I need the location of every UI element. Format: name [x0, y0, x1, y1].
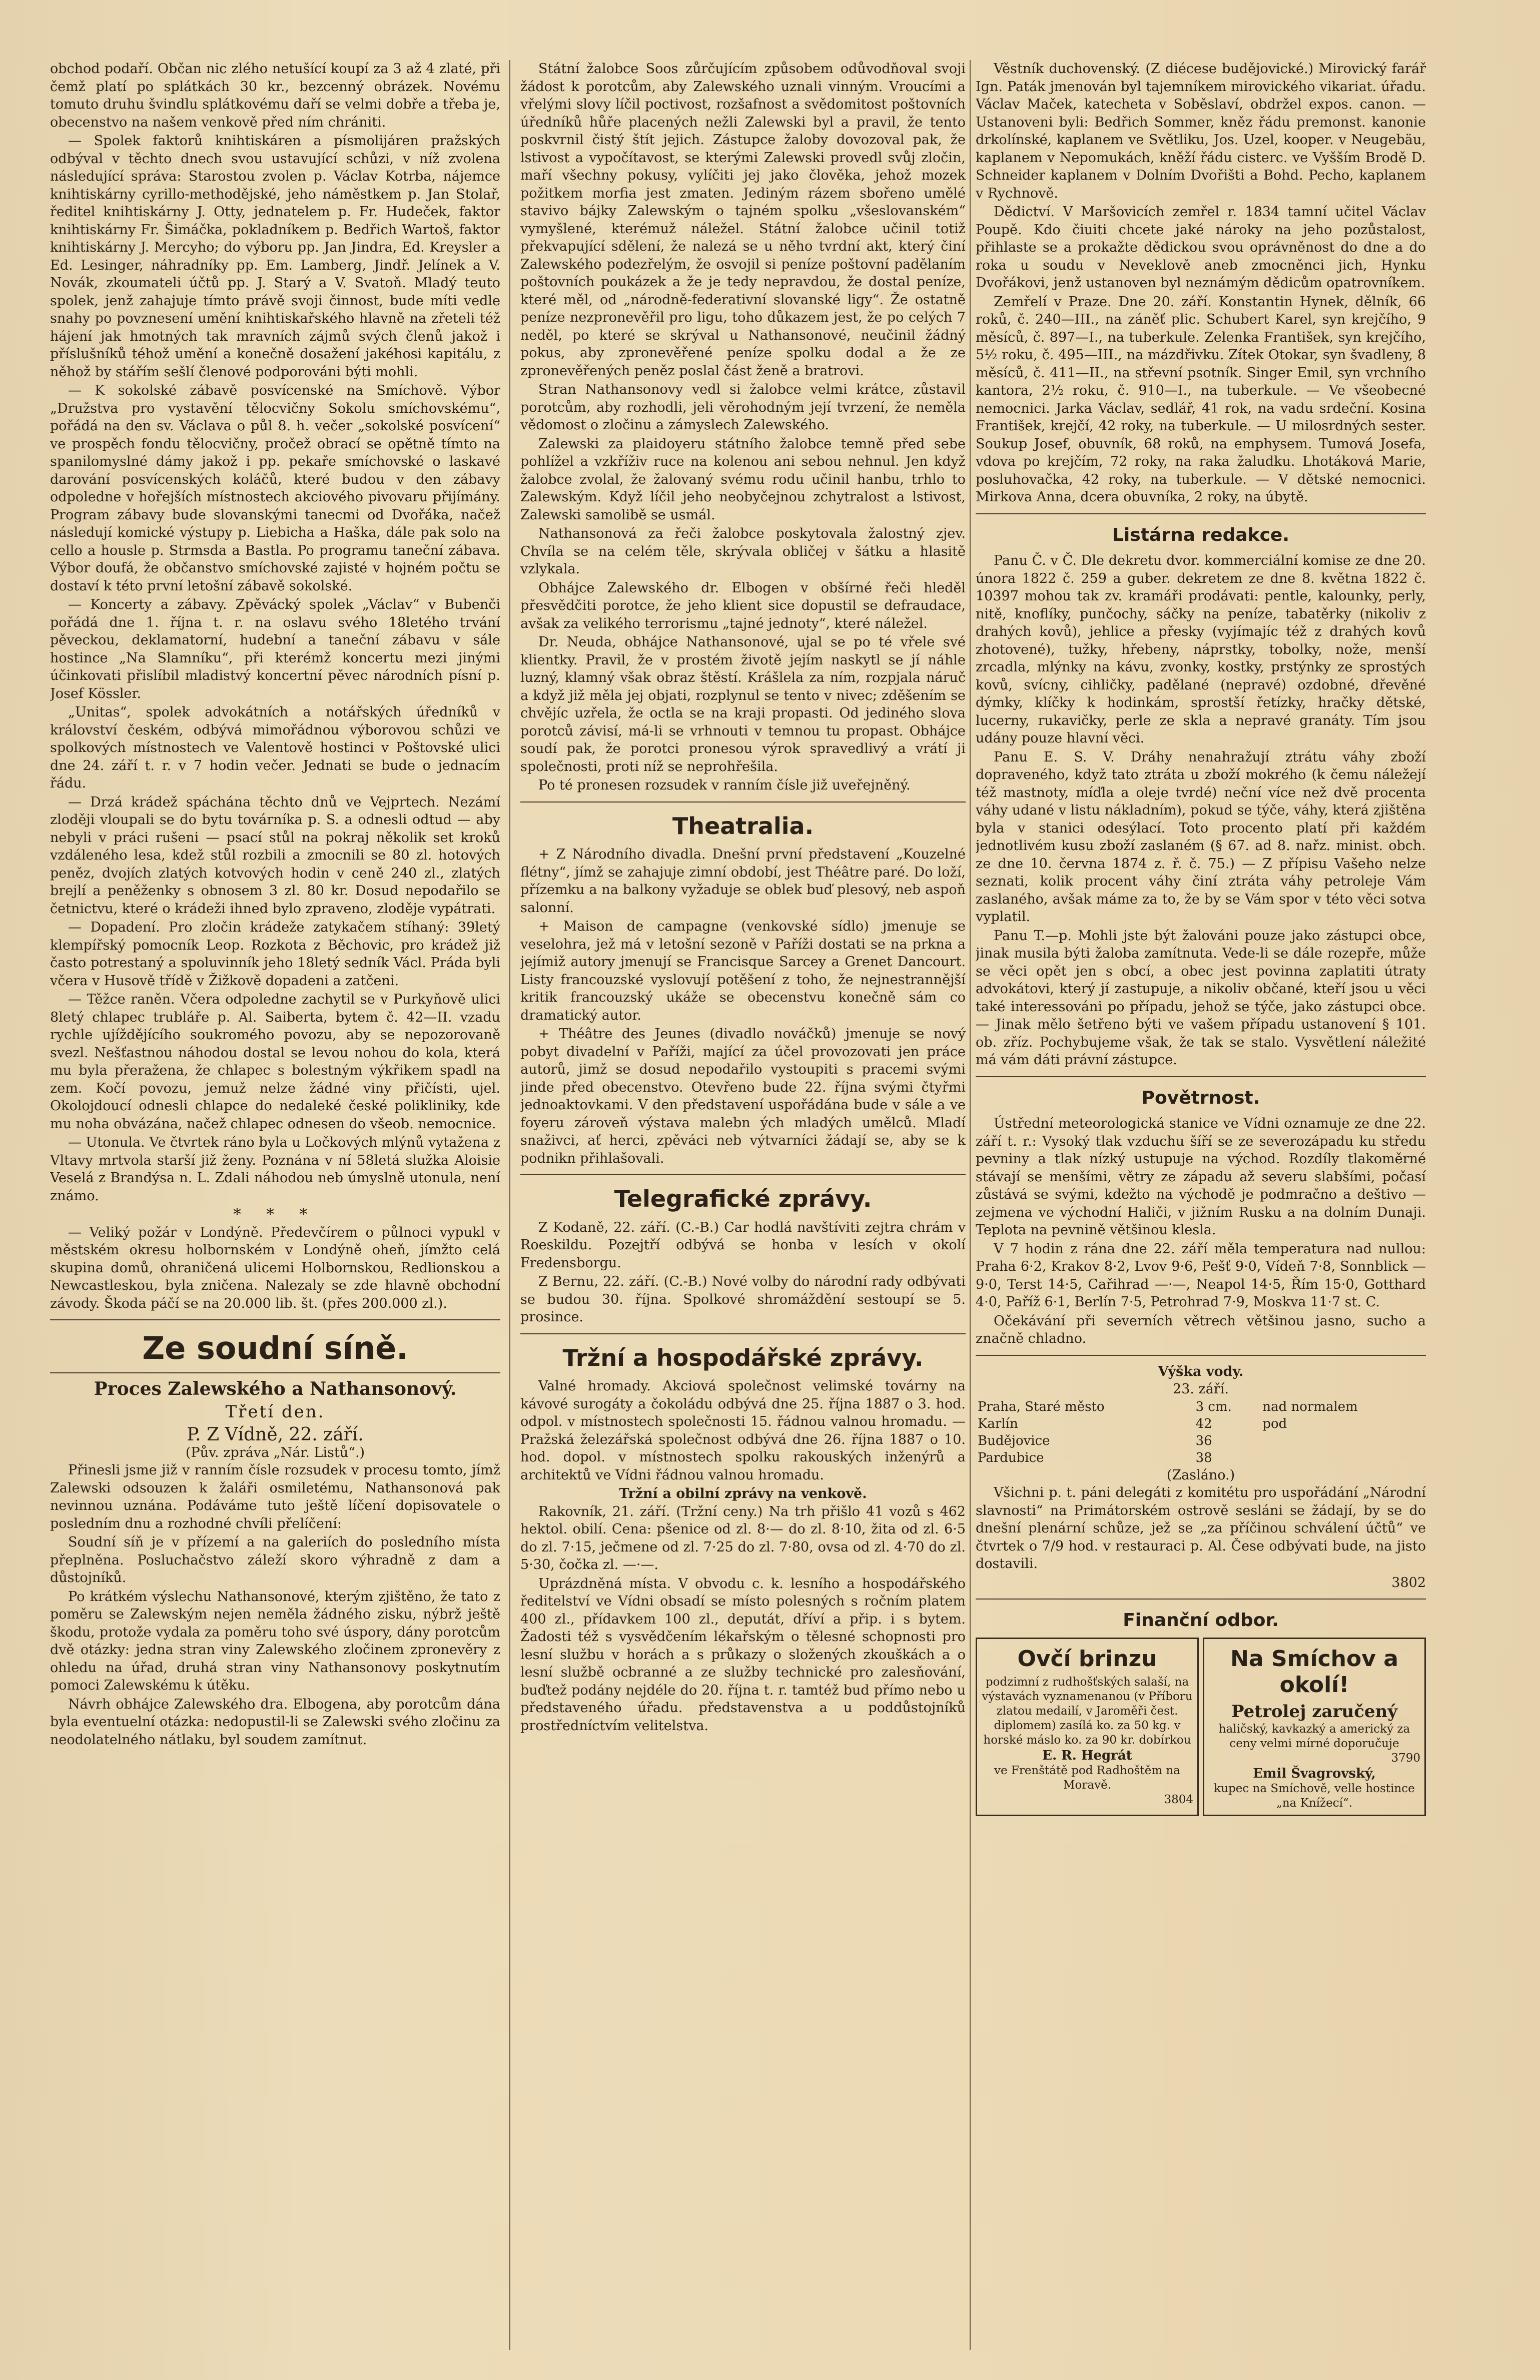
article-text: Přinesli jsme již v ranním čísle rozsudek v procesu tomto, jímž Zalewski odsouzen k žaláři osmiletému, Nathansonová pak nevinnou uznána. Podáváme tuto ještě líčení dopisovatele o posledním dnu a rozhodné chvíli přelíčení:	[50, 1462, 500, 1531]
table-cell: Praha, Staré město	[978, 1399, 1105, 1414]
article-text: Soudní síň je v přízemí a na galeriích do posledního místa přeplněna. Posluchačstvo záleží skoro výhradně z dam a důstojníků.	[50, 1534, 500, 1586]
article-text: Po té pronesen rozsudek v ranním čísle již uveřejněný.	[538, 777, 911, 793]
article-text: Panu Č. v Č. Dle dekretu dvor. kommerciální komise ze dne 20. února 1822 č. 259 a guber. dekretem ze dne 8. května 1822 č. 10397 mohou tak zv. kramáři prodávati: pentle, kalounky, perly, nitě, knoflíky, punčochy, sáčky na peníze, tabatěrky (nikoliv z drahých kovů), jehlice a přesky (vyjímajíc též z drahých kovů zhotovené), tužky, hřebeny, náprstky, tobolky, nože, menší zrcadla, mlýnky na kávu, zvonky, kostky, prstýnky ze sprostých kovů, svícny, cihličky, padělané (nepravé) ozdobné, dřevěné dýmky, klíčky k hodinkám, sprostší řetízky, hračky dětské, lucerny, rukavičky, perle ze skla a nepravé granáty. Tím jsou udány pouze hlavní věci.	[976, 553, 1426, 746]
article-text: Obhájce Zalewského dr. Elbogen v obšírné řeči hleděl přesvědčiti porotce, že jeho klient sice dopustil se defraudace, avšak za velikého terrorismu „tajné jednoty“, které náležel.	[520, 580, 966, 631]
divider	[976, 1355, 1426, 1356]
article-text: „Unitas“, spolek advokátních a notářských úředníků v království českém, odbývá mimořádnou výborovou schůzi ve spolkových místnostech ve Valentově hostinci v Poštovské ulici dne 24. září t. r. v 7 hodin večer. Jednati se bude o jednacím řádu.	[50, 704, 500, 791]
article-text: + Maison de campagne (venkovské sídlo) jmenuje se veselohra, jež má v letošní sezoně v Paříži dostati se na prkna a jejímiž autory jmenují se Francisque Sarcey a Grenet Dancourt. Listy francouzské vyslovují potěšení z toho, že nejnestrannější kritik francouzský ukáže se obecenstvu konečně sám co dramatický autor.	[520, 919, 966, 1023]
article-text: Zalewski za plaidoyeru státního žalobce temně před sebe pohlížel a vzkříživ ruce na kolenou ani sebou nehnul. Jen když žalobce zvolal, že žalovaný svému rodu učinil hanbu, trhlo to Zalewským. Když líčil jeho neobyčejnou zchytralost a lstivost, Zalewski samolibě se usmál.	[520, 436, 966, 523]
divider	[520, 1333, 966, 1334]
article-text: V 7 hodin z rána dne 22. září měla temperatura nad nullou: Praha 6·2, Krakov 8·2, Lvov 9·6, Pešť 9·0, Vídeň 7·8, Sonnblick —9·0, Terst 14·5, Cařihrad —·—, Neapol 14·5, Řím 15·0, Gotthard 4·0, Paříž 6·1, Berlín 7·5, Petrohrad 7·9, Moskva 11·7 st. C.	[976, 1241, 1426, 1310]
ads-row	[976, 1638, 1426, 1816]
ad-subtitle: Petrolej zaručený	[1231, 1701, 1398, 1722]
section-separator: * * *	[233, 1205, 318, 1224]
article-text: Dědictví. V Maršovicích zemřel r. 1834 tamní učitel Václav Poupě. Kdo čiuiti chcete jaké nároky na jeho pozůstalost, přihlaste se a prokažte dědickou svou oprávněnost do dne a do roka u soudu v Neveklově aneb zmocněnci jich, Hynku Dvořákovi, jenž ustanoven byl neznámým dědicům opatrovníkem.	[976, 204, 1426, 291]
article-text: — K sokolské zábavě posvícenské na Smíchově. Výbor „Družstva pro vystavění tělocvičny Sokolu smíchovskému“, pořádá na den sv. Václava o půl 8. h. večer „sokolské posvícení“ ve prospěch fondu tělocvičny, pročež obrací se opětně tímto na spanilomyslné dámy jakož i pp. pekaře smíchovské o laskavé darování posvícenských koláčů, které budou v den zábavy odpoledne v hořejších místnostech akciového pivovaru přijímány. Program zábavy bude slovanskými tanecmi od Dvořáka, načež následují komické výstupy p. Liebicha a Haška, dále pak solo na cello a housle p. Strmsda a Bastla. Po programu taneční zábava. Výbor doufá, že občanstvo smíchovské zajisté v hojném počtu se dostaví k této první letošní zábavě sokolské.	[50, 383, 500, 594]
article-text: Očekávání při severních větrech většinou jasno, sucho a značně chladno.	[976, 1313, 1426, 1347]
divider	[50, 1372, 500, 1373]
article-subtitle: Třetí den.	[225, 1401, 325, 1422]
article-text: Ústřední meteorologická stanice ve Vídni oznamuje ze dne 22. září t. r.: Vysoký tlak vzduchu šíří se ze severozápadu ku středu pevniny a tlak nízký ustupuje na východ. Rozdíly tlakoměrné stávají se menšími, větry ze západu až severu slabšími, počasí zůstává se svými, kdežto na východě je podmračno a deštivo — zejmena ve východní Haliči, v jižním Rusku a na dolním Dunaji. Teplota na pevnině většinou klesla.	[976, 1116, 1426, 1238]
article-text: — Koncerty a zábavy. Zpěvácký spolek „Václav“ v Bubenči pořádá dne 1. října t. r. na oslavu svého 18letého trvání pěveckou, deklamatorní, hudební a taneční zábavu v sále hostince „Na Slamníku“, při kterémž koncertu mezi jinými účinkovati přislíbil mladistvý koncertní pěvec národních písní p. Josef Kössler.	[50, 597, 500, 701]
advertisement-petrolej	[1203, 1638, 1426, 1816]
column-3	[976, 60, 1426, 2360]
article-text: Dr. Neuda, obhájce Nathansonové, ujal se po té vřele své klientky. Pravil, že v prostém životě jejím naskytl se jí náhle luzný, klamný však obraz štěstí. Krášlela za ním, rozpjala náruč a když již měla jej objati, rozplynul se tento v nivec; zděšením se chvějíc uzřela, že octla se na kraji propasti. Od jediného slova porotců závisí, má-li se vrhnouti v temnou tu propast. Obhájce soudí pak, že porotci pronesou výrok spravedlivý a vrátí ji společnosti, proti níž se neprohřešila.	[520, 634, 966, 774]
table-row	[976, 1432, 1426, 1449]
article-text: Uprázdněná místa. V obvodu c. k. lesního a hospodářského ředitelství ve Vídni obsadí se místo polesných s ročním platem 400 zl., přídavkem 100 zl., deputát, dříví a přip. i s bytem. Žadosti též s vysvědčením lékařským o tělesné schopnosti pro lesní službu v horách a s průkazy o složených zkouškách a o lesní službě ocbranné a ze služby technické pro zalesňování, buďtež podány nejdéle do 20. října t. r. tamtéž bud přímo nebo u představeného úřadu. představenstva a u poddůstojníků prostředníctvím velitelstva.	[520, 1575, 966, 1734]
table-cell: pod	[1262, 1416, 1287, 1431]
article-text: Zemřelí v Praze. Dne 20. září. Konstantin Hynek, dělník, 66 roků, č. 240—III., na záněť plic. Schubert Karel, syn krejčího, 9 měsíců, č. 897—I., na tuberkule. Zelenka František, syn krejčího, 5½ roku, č. 495—III., na mázdřivku. Zítek Otokar, syn švadleny, 8 měsíců, č. 411—II., na střevní psotník. Singer Emil, syn vrchního kantora, 2½ roku, č. 910—I., na tuberkule. — Ve všeobecné nemocnici. Jarka Václav, sedlář, 41 rok, na vadu srdeční. Kosina František, krejčí, 42 roky, na tuberkule. — U milosrdných sester. Soukup Josef, obuvník, 68 roků, na emphysem. Tumová Josefa, vdova po krejčím, 72 roky, na raka žaludku. Lhotáková Marie, posluhovačka, 42 roky, na tuberkule. — V dětské nemocnici. Mirkova Anna, dcera obuvníka, 2 roky, na úbytě.	[976, 294, 1426, 505]
section-heading: Theatralia.	[672, 812, 814, 840]
article-text: obchod podaří. Občan nic zlého netušící koupí za 3 až 4 zlaté, při čemž platí po splátkách 30 kr., bezcenný obrázek. Novému tomuto druhu švindlu splátkovému daří se velmi dobře a třeba je, obecenstvo na našem venkově před ním chrániti.	[50, 61, 500, 130]
ad-title: Ovčí brinzu	[1017, 1646, 1157, 1672]
table-cell: Budějovice	[978, 1433, 1050, 1448]
divider	[976, 1076, 1426, 1077]
article-text: Z Kodaně, 22. září. (C.-B.) Car hodlá navštíviti zejtra chrám v Roeskildu. Pozejtří odbývá se honba v lesích v okolí Fredensborgu.	[520, 1219, 966, 1271]
zaslano-label: (Zasláno.)	[1166, 1467, 1235, 1483]
article-text: + Théâtre des Jeunes (divadlo nováčků) jmenuje se nový pobyt divadelní v Paříži, mající za účel provozovati jen práce autorů, jimž se dosud nepodařilo vystoupiti s pracemi svými jinde před obecenstvo. Otevřeno bude 22. října svými čtyřmi jednoaktovkami. V den představení uspořádána bude v sále a ve foyeru zároveň výstava malebn ých mladých umělců. Mladí snaživci, ať herci, zpěváci neb výtvarníci žádají se, aby se k podnikn přihlašovali.	[520, 1026, 966, 1166]
section-heading: Tržní a hospodářské zprávy.	[562, 1344, 924, 1371]
table-cell: Pardubice	[978, 1450, 1044, 1465]
article-text: — Těžce raněn. Včera odpoledne zachytil se v Purkyňově ulici 8letý chlapec trubláře p. Al. Saiberta, bytem č. 42—II. vzadu rychle ujíždějícího soukromého povozu, aby se nepozorovaně svezl. Nešťastnou náhodou dostal se levou nohou do kola, která mu byla přeražena, že chlapec s bolestným výkřikem spadl na zem. Kočí povozu, jemuž nelze žádné viny přičísti, ujel. Okolojdoucí odnesli chlapce do nedaleké české polikliniky, kde mu noha obvázána, načež chlapec odnesen do všeob. nemocnice.	[50, 992, 500, 1132]
article-title: Proces Zalewského a Nathansonový.	[94, 1378, 457, 1400]
ad-sign: Emil Švagrovský,	[1253, 1766, 1376, 1781]
ad-address: kupec na Smíchově, velle hostince „na Knížecí“.	[1214, 1782, 1415, 1810]
advertisement-brinza	[976, 1638, 1199, 1816]
source-note: (Pův. zpráva „Nár. Listů“.)	[185, 1444, 365, 1460]
article-text: Panu E. S. V. Dráhy nenahražují ztrátu váhy zboží dopraveného, když tato ztráta u zboží mokrého (k čemu náležejí též mastnoty, míďla a oleje tvrdé) neční více než dvě procenta váhy udané v listu nákladním), pokud se týče, váhy, která zjištěna byla v stanici odesýlací. Toto procento platí při každém jednotlivém kusu zboží zaslaném (§ 67. ad 8. nařz. minist. obch. ze dne 10. června 1874 z. ř. č. 75.) — Z přípisu Vašeho nelze seznati, kolik procent váhy činí ztráta váhy petroleje Vám zaslaného, avšak máme za to, že by se Vám spor v této věci sotva vyplatil.	[976, 749, 1426, 925]
article-text: Po krátkém výslechu Nathansonové, kterým zjištěno, že tato z poměru se Zalewským nejen neměla žádného zisku, nýbrž ještě škodu, protože vydala za poměru toho své úspory, dány porotcům dvě otázky: jedna stran viny Zalewského zločinem zpronevěry z ohledu na úřad, druhá stran viny Nathansonovy poskytnutím pomoci Zalewskému k útěku.	[50, 1589, 500, 1694]
article-text: Nathansonová za řeči žalobce poskytovala žalostný zjev. Chvíla se na celém těle, skrývala obličej v šátku a hlasitě vzlykala.	[520, 526, 966, 577]
table-row	[976, 1415, 1426, 1432]
divider	[976, 513, 1426, 514]
ad-number: 3790	[1391, 1751, 1420, 1765]
divider	[976, 1599, 1426, 1600]
dateline: P. Z Vídně, 22. září.	[187, 1424, 364, 1445]
section-heading: Výška vody.	[1158, 1363, 1244, 1379]
ad-address: ve Frenštátě pod Radhoštěm na Moravě.	[994, 1764, 1181, 1792]
article-text: — Utonula. Ve čtvrtek ráno byla u Ločkových mlýnů vytažena z Vltavy mrtvola starší již ženy. Poznána v ní 58letá služka Aloisie Veselá z Brandýsa n. L. Zdali náhodou neb úmyslně utonula, není známo.	[50, 1135, 500, 1204]
article-text: Valné hromady. Akciová společnost velimské továrny na kávové surogáty a čokoládu odbývá dne 25. října 1887 o 3. hod. odpol. v místnostech společnosti 15. řádnou valnou hromadu. — Pražská železářská společnost odbývá dne 26. října 1887 o 10. hod. dopol. v místnostech spolku rakouských inženýrů a architektů ve Vídni řádnou valnou hromadu.	[520, 1378, 966, 1483]
article-text: Rakovník, 21. září. (Tržní ceny.) Na trh přišlo 41 vozů s 462 hektol. obilí. Cena: pšenice od zl. 8·— do zl. 8·10, žita od zl. 6·5 do zl. 7·15, ječmene od zl. 7·25 do zl. 7·80, ovsa od zl. 4·70 do zl. 5·30, čočka zl. —·—.	[520, 1503, 966, 1573]
article-text: Stran Nathansonovy vedl si žalobce velmi krátce, zůstavil porotcům, aby rozhodli, jeli věrohodným její tvrzení, že neměla vědomost o zločinu a zámyslech Zalewského.	[520, 382, 966, 433]
subheading: Tržní a obilní zprávy na venkově.	[619, 1486, 867, 1502]
article-text: Věstník duchovenský. (Z diécese budějovické.) Mirovický farář Ign. Paták jmenován byl tajemníkem mirovického vikariat. úřadu. Václav Maček, katecheta v Soběslaví, obdržel expos. canon. — Ustanoveni byli: Bedřich Sommer, kněz řádu premonst. kanonie drkolínské, kaplanem ve Světliku, Jos. Uzel, kooper. v Neugebäu, kaplanem v Nepomukách, kněží řádu cisterc. ve Vyšším Brodě D. Schneider kaplanem v Dolním Dvořišti a Bohd. Pecho, kaplanem v Rychnově.	[976, 61, 1426, 201]
table-cell: 36	[1195, 1433, 1212, 1448]
article-text: Panu T.—p. Mohli jste být žalováni pouze jako zástupci obce, jinak musila býti žaloba zamítnuta. Vede-li se dále rozepře, může se věci opět jen s obcí, a obec jest povinna zaplatiti útraty advokátovi, který jí zastupuje, a nikoliv občané, kteří jsou u věci také interessováni po případu, jehož se týče, jako zástupci obce. — Jinak mělo šetřeno býti ve vašem případu ustanovení § 101. ob. zříz. Pochybujeme však, že tak se stalo. Vysvětlení náležité má vám dáti právní zástupce.	[976, 928, 1426, 1068]
article-text: Návrh obhájce Zalewského dra. Elbogena, aby porotcům dána byla eventuelní otázka: nedopustil-li se Zalewski svého zločinu za neodolatelného nátlaku, byl soudem zamítnut.	[50, 1696, 500, 1748]
section-heading: Listárna redakce.	[1112, 524, 1290, 545]
section-heading: Finanční odbor.	[1123, 1610, 1279, 1631]
ad-number: 3804	[1164, 1793, 1193, 1806]
article-text: Z Bernu, 22. září. (C.-B.) Nové volby do národní rady odbývati se budou 30. října. Spolkové shromáždění sestoupí se 5. prosince.	[520, 1274, 966, 1325]
table-cell: 42	[1195, 1416, 1212, 1431]
ad-text: podzimní z rudhošťských salaší, na výstavách vyznamenanou (v Příboru zlatou medailí, v Jaroměři čest. diplomem) zasílá ko. za 50 kg. v horské máslo ko. za 90 kr. dobírkou	[982, 1675, 1193, 1747]
column-rule	[509, 60, 510, 2350]
column-rule	[970, 60, 971, 2350]
article-text: + Z Národního divadla. Dnešní první představení „Kouzelné flétny“, jímž se zahajuje zimní období, jest Théâtre paré. Do loží, přízemku a na balkony vyžaduje se oblek buď plesový, neb aspoň salonní.	[520, 847, 966, 916]
table-cell	[1260, 1432, 1426, 1449]
column-2	[520, 60, 966, 2360]
divider	[50, 1319, 500, 1320]
ad-title: Na Smíchov a okolí!	[1230, 1646, 1398, 1698]
ad-sign: E. R. Hegrát	[1042, 1748, 1132, 1763]
divider	[520, 1174, 966, 1175]
ad-number: 3802	[1391, 1574, 1426, 1591]
article-text: — Veliký požár v Londýně. Předevčírem o půlnoci vypukl v městském okresu holbornském v Londýně oheň, jímžto celá skupina domů, ohraničená ulicemi Holbornskou, Redlionskou a Newcastleskou, byla zničena. Nalezaly se zde hlavně obchodní závody. Škoda páčí se na 20.000 lib. št. (přes 200.000 zl.).	[50, 1224, 500, 1311]
table-cell: Karlín	[978, 1416, 1018, 1431]
article-text: — Spolek faktorů knihtiskáren a písmolijáren pražských odbýval v těchto dnech svou ustavující schůzi, v níž zvolena následující správa: Starostou zvolen p. Václav Kotrba, nájemce knihtiskárny cyrillo-methodějské, jeho náměstkem p. Jan Stolař, ředitel knihtiskárny J. Otty, jednatelem p. Fr. Hudeček, faktor knihtiskárny Fr. Šimáčka, pokladníkem p. Bedřich Wartoš, faktor knihtiskárny J. Mercyho; do výboru pp. Jan Jindra, Ed. Kreysler a Ed. Lesinger, náhradníky pp. Em. Lamberg, Jindř. Jelínek a V. Novák, zkoumateli účtů pp. J. Starý a V. Svatoň. Mladý teuto spolek, jenž zahajuje tímto právě svoji činnost, bude míti vedle snahy po povznesení umění knihtiskařského hlavně na zřeteli též hájení jak hmotných tak mravních zájmů svých členů jakož i příslušníků téhož umění a konečně dosažení jakéhosi kapitálu, z něhož by stářím sešlí členové podporováni býti mohli.	[50, 133, 500, 380]
table-cell	[1260, 1449, 1426, 1466]
section-heading: Povětrnost.	[1141, 1087, 1260, 1108]
section-heading: Telegrafické zprávy.	[614, 1185, 872, 1213]
column-1	[50, 60, 500, 2360]
article-text: — Dopadení. Pro zločin krádeže zatykačem stíhaný: 39letý klempířský pomocník Leop. Rozkota z Běchovic, pro krádež již často potrestaný a spoluvinník jeho 18letý sedník Václ. Práda byli včera v Husově třídě v Žižkově dopadeni a zatčeni.	[50, 920, 500, 989]
table-row	[976, 1449, 1426, 1466]
water-level-table	[976, 1398, 1426, 1466]
table-cell: 3 cm.	[1195, 1399, 1232, 1414]
article-text: Všichni p. t. páni delegáti z komitétu pro uspořádání „Národní slavnosti“ na Primátorském ostrově sesláni se žádají, by se do dnešní plenární schůze, jež se „za příčinou schválení účtů“ ve čtvrtek o 7/9 hod. v restauraci p. Al. Čese odbývati bude, na jisto dostavili.	[976, 1485, 1426, 1572]
table-row	[976, 1398, 1426, 1415]
ad-text: haličský, kavkazký a americký za ceny velmi mírné doporučuje	[1218, 1722, 1410, 1750]
table-cell: 38	[1195, 1450, 1212, 1465]
section-heading: Ze soudní síně.	[142, 1330, 408, 1366]
divider	[520, 802, 966, 803]
article-text: Státní žalobce Soos zůrčujícím způsobem odůvodňoval svoji žádost k porotcům, aby Zalewského uznali vinným. Vroucími a vřelými slovy líčil poctivost, rozšafnost a svědomitost poštovních úředníků hůře placených nežli Zalewski byl a pravil, že tento poskvrnil čistý štít jejich. Zástupce žaloby dovozoval pak, že lstivost a vypočítavost, se kterými Zalewski provedl svůj zločin, maří všechny pokusy, vylíčiti jej jako člověka, jehož mozek požitkem morfia jest zmaten. Jediným rázem sbořeno umělé stavivo bájky Zalewským o tajném spolku „všeslovanském“ vymyšlené, kterémuž náležel. Státní žalobce učinil totiž překvapující sdělení, že nalezá se u něho tvrdní akt, který činí Zalewského podezřelým, že osvojil si peníze poštovní padělaním poštovních poukázek a že je tedy nepravdou, že dostal peníze, které měl, od „národně-federativní slovanské ligy“. Že ostatně peníze nezpronevěřil pro ligu, toho důkazem jest, že po celých 7 neděl, po které se skrýval u Nathansonové, neučinil žádný pokus, aby zpronevěřené peníze spolku dodal a že ze zpronevěřených peněz poslal část ženě a bratrovi.	[520, 61, 966, 379]
dateline: 23. září.	[1173, 1381, 1229, 1397]
article-text: — Drzá krádež spáchána těchto dnů ve Vejprtech. Nezámí zloději vloupali se do bytu továrníka p. S. a odnesli odtud — aby nebyli v práci rušeni — psací stůl na pokraj několik set kroků vzdáleného lesa, kdež stůl rozbili a zmocnili se 80 zl. hotových peněz, dvojích zlatých kotvových hodin v ceně 240 zl., zlatých brejlí a peněženky s obnosem 3 zl. 80 kr. Dosud nepodařilo se četnictvu, které o krádeži ihned bylo zpraveno, zloděje vypátrati.	[50, 794, 500, 917]
table-cell: nad normalem	[1262, 1399, 1358, 1414]
